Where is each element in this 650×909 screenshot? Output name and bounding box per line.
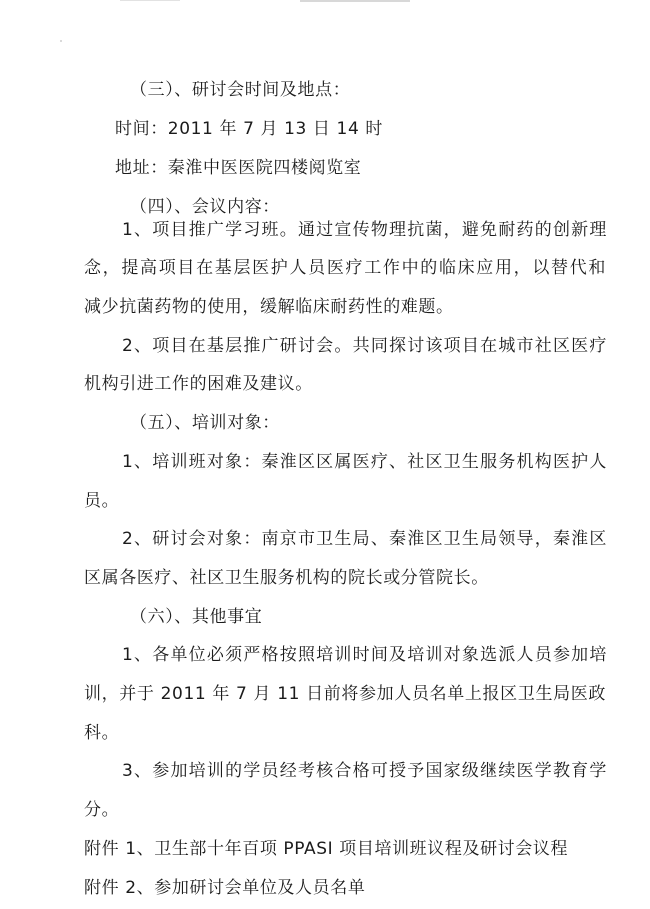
section-heading-5: （五）、培训对象： — [130, 413, 280, 433]
paragraph-line: 1、各单位必须严格按照培训时间及培训对象选派人员参加培 — [122, 645, 607, 665]
paragraph-line: 念，提高项目在基层医护人员医疗工作中的临床应用，以替代和 — [84, 258, 606, 278]
paragraph-line: 1、项目推广学习班。通过宣传物理抗菌，避免耐药的创新理 — [122, 220, 607, 240]
attachment-2: 附件 2、参加研讨会单位及人员名单 — [84, 878, 366, 898]
paragraph-line: 分。 — [84, 800, 120, 820]
paragraph-line: 员。 — [84, 491, 120, 511]
scan-mark — [300, 0, 410, 2]
paragraph-line: 3、参加培训的学员经考核合格可授予国家级继续医学教育学 — [122, 761, 607, 781]
paragraph-line: 1、培训班对象：秦淮区区属医疗、社区卫生服务机构医护人 — [122, 452, 607, 472]
paragraph-line: 科。 — [84, 723, 120, 743]
meeting-location: 地址：秦淮中医医院四楼阅览室 — [115, 158, 362, 178]
section-heading-3: （三）、研讨会时间及地点： — [130, 80, 351, 100]
paragraph-line: 机构引进工作的困难及建议。 — [84, 374, 313, 394]
scan-mark — [120, 0, 180, 1]
paragraph-line: 2、项目在基层推广研讨会。共同探讨该项目在城市社区医疗 — [122, 336, 607, 356]
paragraph-line: 减少抗菌药物的使用，缓解临床耐药性的难题。 — [84, 297, 454, 317]
paragraph-line: 2、研讨会对象：南京市卫生局、秦淮区卫生局领导，秦淮区 — [122, 529, 607, 549]
section-heading-4: （四）、会议内容： — [130, 197, 280, 217]
attachment-1: 附件 1、卫生部十年百项 PPASI 项目培训班议程及研讨会议程 — [84, 839, 569, 859]
paragraph-line: 训，并于 2011 年 7 月 11 日前将参加人员名单上报区卫生局医政 — [84, 684, 606, 704]
meeting-time: 时间：2011 年 7 月 13 日 14 时 — [115, 119, 383, 139]
paragraph-line: 区属各医疗、社区卫生服务机构的院长或分管院长。 — [84, 568, 489, 588]
scan-speck — [60, 40, 62, 42]
section-heading-6: （六）、其他事宜 — [130, 607, 263, 627]
